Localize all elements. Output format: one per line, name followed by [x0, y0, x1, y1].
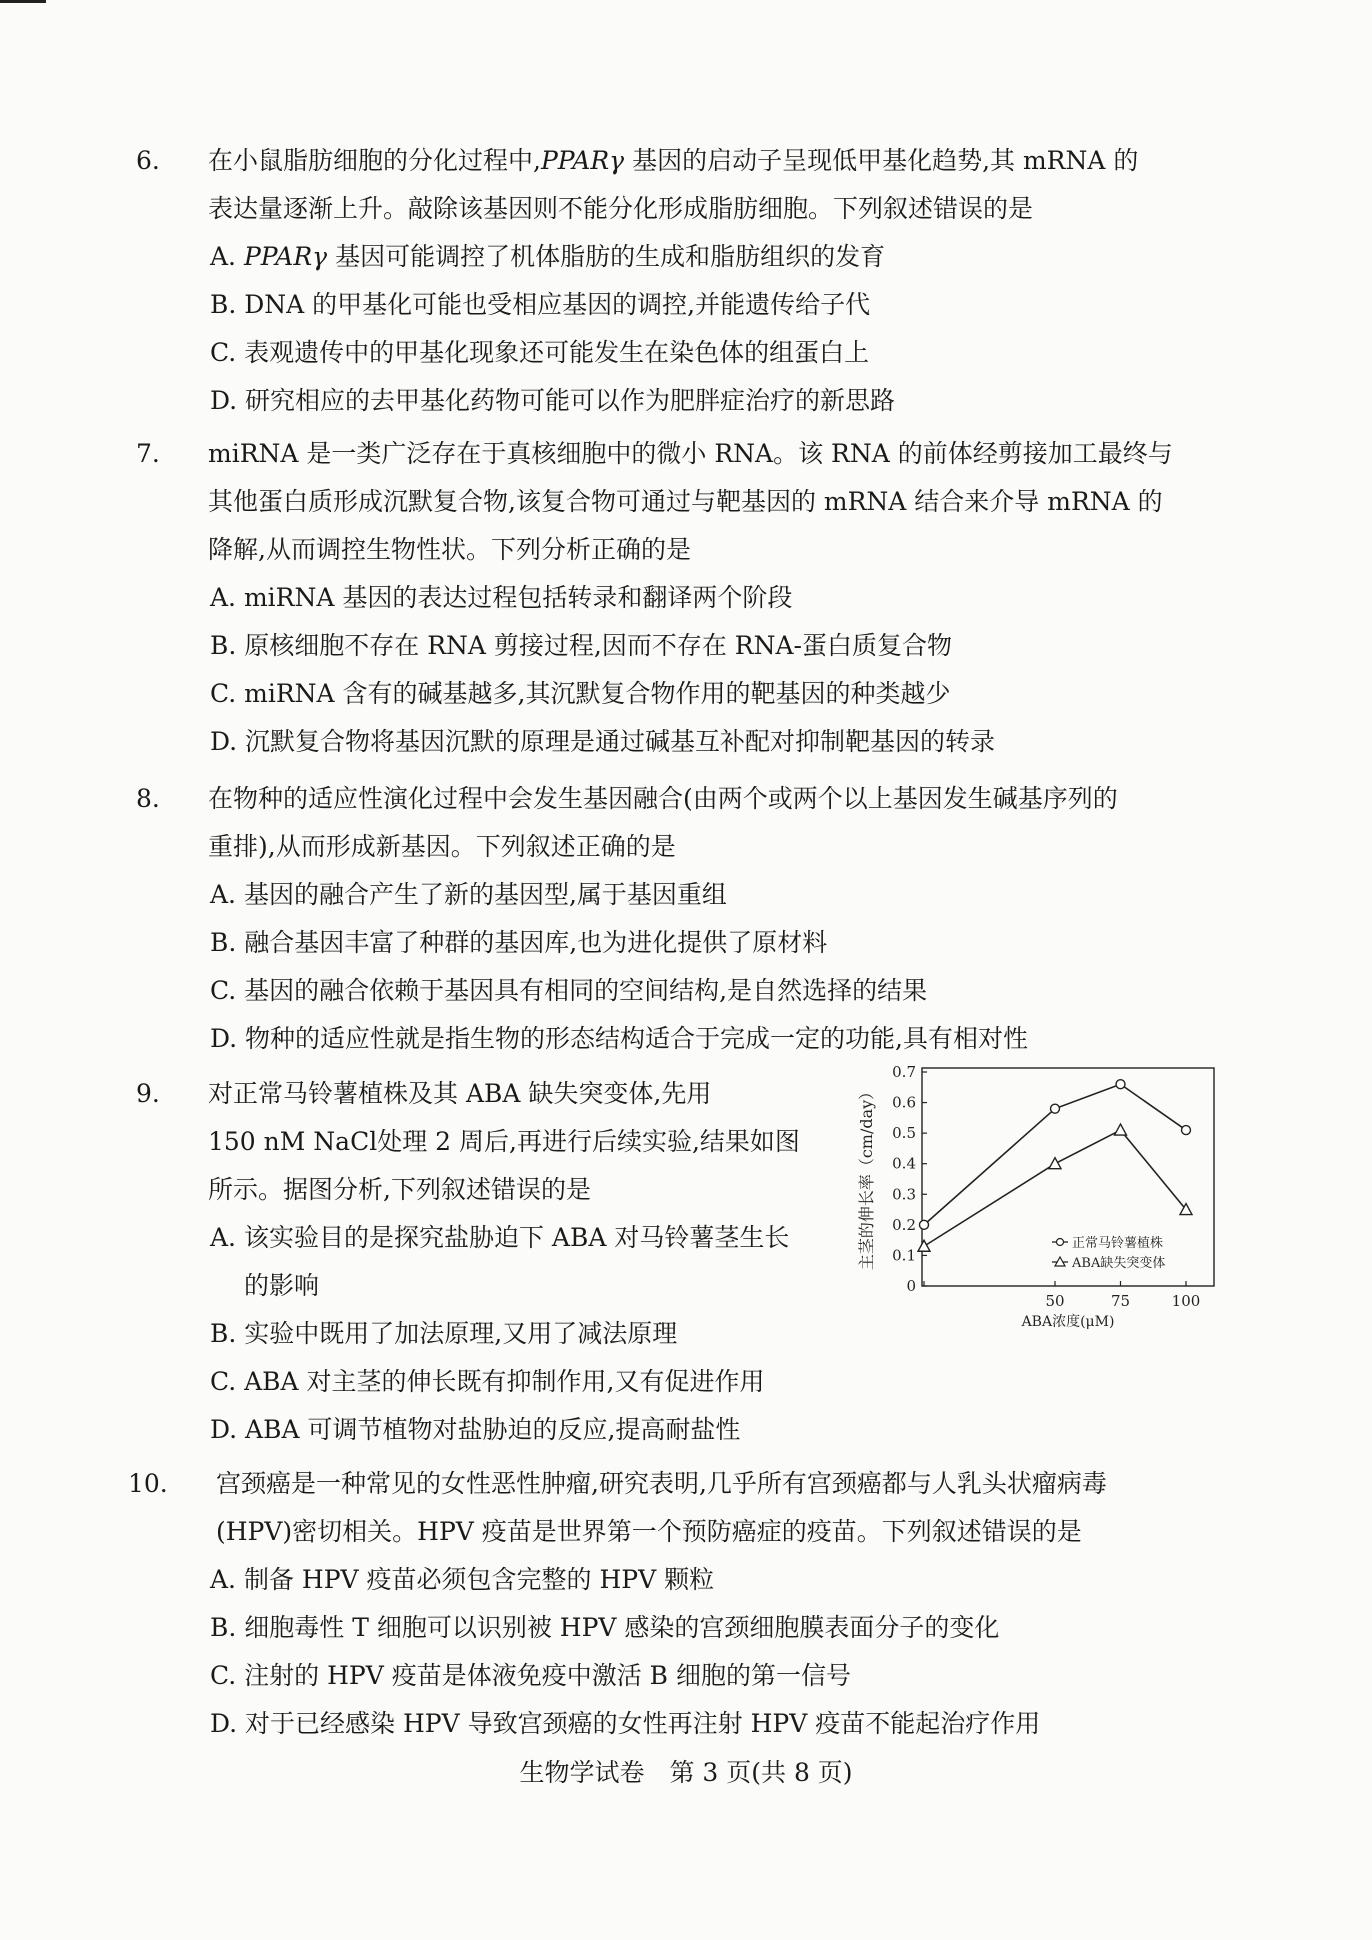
page-footer: 生物学试卷 第 3 页(共 8 页)	[519, 1758, 853, 1787]
option-a[interactable]: A. 基因的融合产生了新的基因型,属于基因重组	[210, 880, 727, 909]
gene-name: PPARγ	[243, 242, 328, 271]
stem-line: 其他蛋白质形成沉默复合物,该复合物可通过与靶基因的 mRNA 结合来介导 mRNA 的	[208, 487, 1163, 516]
legend-marker-circle	[1057, 1239, 1064, 1246]
y-tick-label: 0.5	[892, 1124, 916, 1143]
legend-label: ABA缺失突变体	[1072, 1256, 1166, 1271]
question-8	[136, 775, 1232, 1063]
option-a[interactable]	[172, 233, 1232, 281]
question-number: 7.	[136, 439, 160, 468]
option-a-continued: 的影响	[244, 1271, 320, 1300]
stem-text: miRNA 是一类广泛存在于真核细胞中的微小 RNA。该 RNA 的前体经剪接加工最终与	[208, 439, 1173, 468]
option-d[interactable]: D. 物种的适应性就是指生物的形态结构适合于完成一定的功能,具有相对性	[210, 1024, 1028, 1053]
question-7-stem	[136, 430, 1232, 574]
stem-line: (HPV)密切相关。HPV 疫苗是世界第一个预防癌症的疫苗。下列叙述错误的是	[216, 1517, 1082, 1546]
option-d[interactable]: D. 对于已经感染 HPV 导致宫颈癌的女性再注射 HPV 疫苗不能起治疗作用	[210, 1709, 1041, 1738]
x-tick-label: 100	[1171, 1292, 1201, 1310]
stem-line: 所示。据图分析,下列叙述错误的是	[208, 1175, 591, 1204]
question-6	[136, 137, 1232, 425]
question-number: 10.	[128, 1469, 168, 1498]
option-a[interactable]: A. 制备 HPV 疫苗必须包含完整的 HPV 颗粒	[210, 1565, 715, 1594]
data-point-circle	[1051, 1104, 1060, 1113]
data-point-circle	[1182, 1126, 1191, 1135]
y-tick-label: 0	[906, 1277, 916, 1295]
stem-text: 宫颈癌是一种常见的女性恶性肿瘤,研究表明,几乎所有宫颈癌都与人乳头状瘤病毒	[216, 1469, 1107, 1498]
option-a[interactable]: A. miRNA 基因的表达过程包括转录和翻译两个阶段	[210, 583, 793, 612]
option-b[interactable]: B. 细胞毒性 T 细胞可以识别被 HPV 感染的宫颈细胞膜表面分子的变化	[210, 1613, 1000, 1642]
question-7	[136, 430, 1232, 766]
question-9	[136, 1070, 832, 1454]
option-c[interactable]: C. 表观遗传中的甲基化现象还可能发生在染色体的组蛋白上	[210, 338, 870, 367]
question-number: 6.	[136, 146, 160, 175]
y-tick-label: 0.1	[892, 1246, 916, 1265]
stem-text: 在物种的适应性演化过程中会发生基因融合(由两个或两个以上基因发生碱基序列的	[208, 784, 1118, 813]
data-point-triangle	[1049, 1158, 1061, 1169]
x-axis-label: ABA浓度(μM)	[1021, 1314, 1115, 1330]
question-9-stem	[136, 1070, 832, 1214]
y-tick-label: 0.7	[892, 1063, 916, 1081]
y-tick-label: 0.2	[892, 1215, 916, 1234]
series-line-2	[924, 1130, 1186, 1246]
aba-growth-chart	[852, 1062, 1222, 1332]
question-8-stem	[136, 775, 1232, 871]
stem-line: 150 nM NaCl处理 2 周后,再进行后续实验,结果如图	[208, 1127, 800, 1156]
stem-line: 重排),从而形成新基因。下列叙述正确的是	[208, 832, 676, 861]
x-tick-label: 50	[1045, 1292, 1065, 1310]
stem-text: 在小鼠脂肪细胞的分化过程中,	[208, 146, 541, 175]
gene-name: PPARγ	[540, 146, 625, 175]
x-tick-label: 75	[1110, 1292, 1131, 1310]
question-number: 8.	[136, 784, 160, 813]
option-c[interactable]: C. 基因的融合依赖于基因具有相同的空间结构,是自然选择的结果	[210, 976, 928, 1005]
legend-label: 正常马铃薯植株	[1072, 1236, 1164, 1251]
option-c[interactable]: C. ABA 对主茎的伸长既有抑制作用,又有促进作用	[210, 1367, 765, 1396]
stem-line: 降解,从而调控生物性状。下列分析正确的是	[208, 535, 691, 564]
y-tick-label: 0.6	[892, 1093, 916, 1112]
option-d[interactable]: D. 研究相应的去甲基化药物可能可以作为肥胖症治疗的新思路	[210, 386, 896, 415]
data-point-circle	[1116, 1080, 1125, 1089]
stem-line: 表达量逐渐上升。敲除该基因则不能分化形成脂肪细胞。下列叙述错误的是	[208, 194, 1034, 223]
option-b[interactable]: B. DNA 的甲基化可能也受相应基因的调控,并能遗传给子代	[210, 290, 871, 319]
option-d[interactable]: D. ABA 可调节植物对盐胁迫的反应,提高耐盐性	[210, 1415, 741, 1444]
stem-text: 对正常马铃薯植株及其 ABA 缺失突变体,先用	[208, 1079, 712, 1108]
y-axis-label: 主茎的伸长率（cm/day）	[857, 1083, 876, 1271]
option-label: A.	[210, 242, 244, 271]
question-10-stem	[128, 1460, 1232, 1556]
option-text: 基因可能调控了机体脂肪的生成和脂肪组织的发育	[327, 242, 886, 271]
data-point-circle	[920, 1220, 929, 1229]
option-b[interactable]: B. 实验中既用了加法原理,又用了减法原理	[210, 1319, 678, 1348]
question-10	[128, 1460, 1232, 1748]
data-point-triangle	[1115, 1124, 1127, 1135]
y-tick-label: 0.3	[892, 1185, 916, 1204]
chart-series	[918, 1080, 1192, 1252]
stem-text: 基因的启动子呈现低甲基化趋势,其 mRNA 的	[624, 146, 1139, 175]
option-c[interactable]: C. miRNA 含有的碱基越多,其沉默复合物作用的靶基因的种类越少	[210, 679, 951, 708]
chart-axes	[857, 1063, 1214, 1330]
question-number: 9.	[136, 1079, 160, 1108]
option-b[interactable]: B. 融合基因丰富了种群的基因库,也为进化提供了原材料	[210, 928, 828, 957]
plot-frame	[922, 1068, 1214, 1286]
chart-legend	[1052, 1235, 1165, 1271]
y-tick-label: 0.4	[892, 1154, 916, 1173]
data-point-triangle	[918, 1240, 930, 1251]
option-d[interactable]: D. 沉默复合物将基因沉默的原理是通过碱基互补配对抑制靶基因的转录	[210, 727, 996, 756]
question-6-stem	[136, 137, 1232, 233]
option-a[interactable]: A. 该实验目的是探究盐胁迫下 ABA 对马铃薯茎生长	[210, 1223, 790, 1252]
option-c[interactable]: C. 注射的 HPV 疫苗是体液免疫中激活 B 细胞的第一信号	[210, 1661, 851, 1690]
option-b[interactable]: B. 原核细胞不存在 RNA 剪接过程,因而不存在 RNA-蛋白质复合物	[210, 631, 953, 660]
